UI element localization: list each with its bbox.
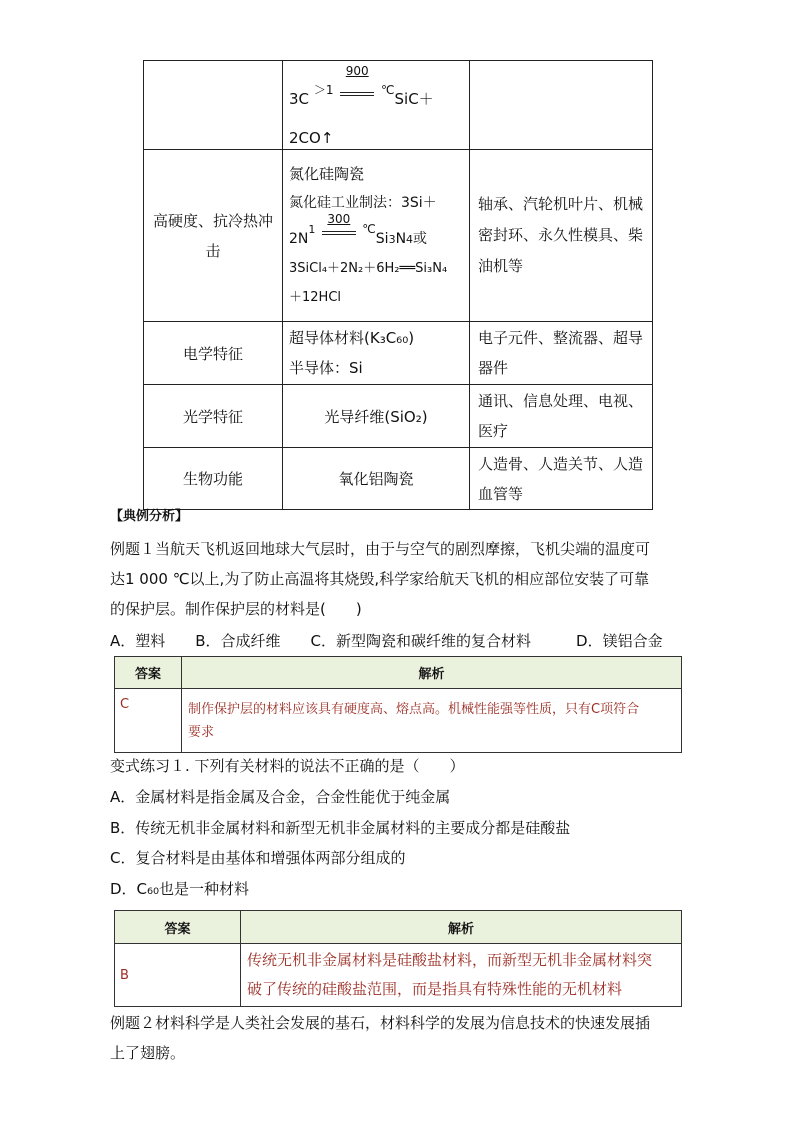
answer-value: B [115, 944, 241, 1007]
condition-prefix: ＞1 [313, 83, 334, 97]
property-cell: 高硬度、抗冷热冲击 [144, 150, 283, 322]
table-row [144, 322, 653, 385]
condition-unit: ℃ [381, 83, 395, 97]
answer-value: C [115, 689, 182, 753]
table-row [144, 150, 653, 322]
uses-cell: 电子元件、整流器、超导器件 [470, 322, 653, 385]
method-product: Si [375, 230, 389, 247]
example2-line2: 上了翅膀。 [110, 1044, 186, 1062]
method-2n: 2N [289, 230, 309, 247]
uses-cell: 人造骨、人造关节、人造血管等 [470, 448, 653, 510]
exercise1-option-c: C．复合材料是由基体和增强体两部分组成的 [110, 849, 406, 867]
exercise1-question: 变式练习１. 下列有关材料的说法不正确的是（ ） [110, 757, 465, 775]
condition-prefix: 1 [308, 222, 316, 236]
analysis-line2: 要求 [188, 724, 215, 740]
condition-temperature: 900 [345, 64, 369, 78]
formula-line2: 2CO↑ [289, 129, 334, 147]
material-line1: 超导体材料(K₃C₆₀) [289, 329, 415, 347]
formula-reactant: 3C [289, 90, 310, 108]
material-cell [283, 322, 470, 385]
material-cell: 光导纤维(SiO₂) [283, 385, 470, 448]
property-cell: 生物功能 [144, 448, 283, 510]
material-cell [283, 61, 470, 150]
material-name: 氮化硅陶瓷 [289, 164, 365, 183]
table-row [144, 61, 653, 150]
example1-line1: 例题１当航天飞机返回地球大气层时，由于与空气的剧烈摩擦，飞机尖端的温度可 [110, 540, 651, 558]
method-line: 氮化硅工业制法：3Si＋ [289, 194, 437, 211]
uses-cell: 通讯、信息处理、电视、医疗 [470, 385, 653, 448]
answer-header: 答案 [115, 657, 182, 689]
example1-options: A．塑料 B．合成纤维 C．新型陶瓷和碳纤维的复合材料 D．镁铝合金 [110, 632, 663, 650]
example1-line2: 达1 000 ℃以上,为了防止高温将其烧毁,科学家给航天飞机的相应部位安装了可靠 [110, 570, 650, 588]
formula-product: SiC＋ [394, 90, 434, 108]
analysis-header: 解析 [182, 657, 682, 689]
section-title: 【典例分析】 [110, 509, 189, 524]
exercise1-option-d: D．C₆₀也是一种材料 [110, 880, 250, 898]
analysis-text [182, 689, 682, 753]
analysis-text [241, 944, 682, 1007]
answer-header: 答案 [115, 911, 241, 944]
uses-cell [470, 61, 653, 150]
method-line4: ＋12HCl [289, 289, 342, 305]
condition-temperature: 300 [327, 211, 351, 226]
equal-sign [340, 92, 374, 96]
answer-table-1 [114, 656, 682, 753]
material-cell: 氧化铝陶瓷 [283, 448, 470, 510]
analysis-line1: 传统无机非金属材料是硅酸盐材料，而新型无机非金属材料突 [247, 951, 653, 969]
material-cell: 氮化硅陶瓷 氮化硅工业制法：3Si＋ $2N^1$ 300 ℃Si3N4或 3SiCl₄＋2N₂＋6H₂══Si₃N₄ ＋12HCl [283, 150, 470, 322]
exercise1-option-a: A．金属材料是指金属及合金，合金性能优于纯金属 [110, 788, 451, 806]
analysis-header: 解析 [241, 911, 682, 944]
property-cell: 光学特征 [144, 385, 283, 448]
equal-sign [322, 231, 356, 235]
material-line2: 半导体：Si [289, 359, 363, 377]
method-line3: 3SiCl₄＋2N₂＋6H₂══Si₃N₄ [289, 260, 448, 276]
example1-line3: 的保护层。制作保护层的材料是( ) [110, 600, 362, 618]
analysis-line2: 破了传统的硅酸盐范围，而是指具有特殊性能的无机材料 [247, 980, 623, 998]
exercise1-option-b: B．传统无机非金属材料和新型无机非金属材料的主要成分都是硅酸盐 [110, 819, 571, 837]
example2-line1: 例题２材料科学是人类社会发展的基石，材料科学的发展为信息技术的快速发展插 [110, 1014, 651, 1032]
answer-table-2 [114, 910, 682, 1007]
table-row [144, 385, 653, 448]
method-or: 或 [413, 230, 428, 247]
analysis-line1: 制作保护层的材料应该具有硬度高、熔点高。机械性能强等性质，只有C项符合 [188, 701, 640, 717]
table-row [144, 448, 653, 510]
uses-cell: 轴承、汽轮机叶片、机械密封环、永久性模具、柴油机等 [470, 150, 653, 322]
property-cell: 电学特征 [144, 322, 283, 385]
property-cell [144, 61, 283, 150]
condition-unit: ℃ [362, 221, 376, 236]
materials-property-table [143, 60, 653, 510]
